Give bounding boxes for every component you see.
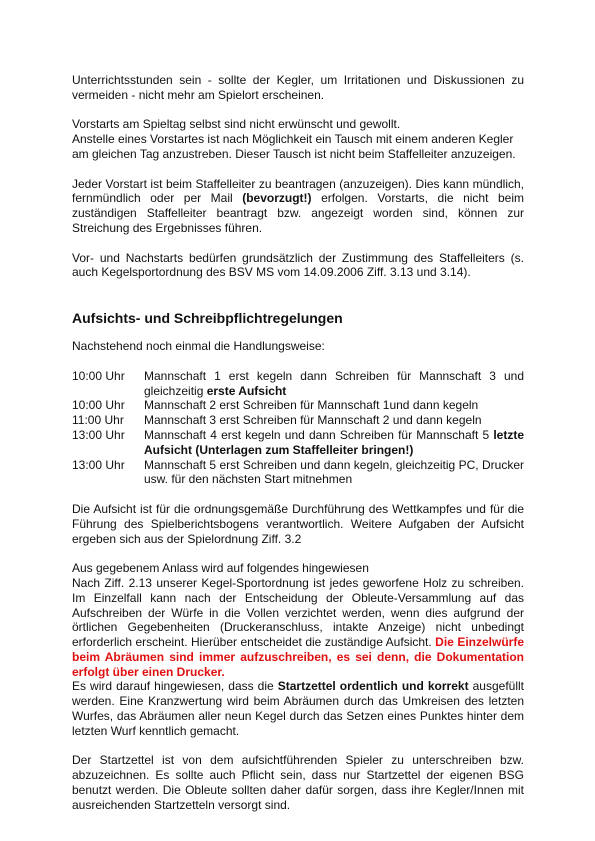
schedule-time: 10:00 Uhr [72, 398, 125, 413]
schedule-time: 13:00 Uhr [72, 457, 125, 472]
schedule-text [144, 428, 524, 458]
schedule-time: 11:00 Uhr [72, 413, 124, 428]
schedule-text [144, 458, 524, 488]
schedule-row [72, 428, 524, 458]
antrag-text-a: Jeder Vorstart ist beim Staffelleiter zu beantragen (anzuzeigen). Dies kann mündlich, fernmündlich oder per Mail [72, 176, 524, 206]
vorstarts-line-3: am gleichen Tag anzustreben. Dieser Tausch ist nicht beim Staffelleiter anzuzeigen. [72, 146, 516, 161]
paragraph-vorstart-antrag [72, 177, 524, 236]
schedule-row [72, 413, 524, 428]
paragraph-vorstarts [72, 117, 524, 161]
schedule-text [144, 413, 524, 428]
antrag-text-c: erfolgen. Vorstarts, die nicht beim zuständigen Staffelleiter beantragt bzw. angezeigt worden sind, können zur Streichung des Ergebnisses führen. [72, 191, 524, 235]
paragraph-zustimmung: Vor- und Nachstarts bedürfen grundsätzlich der Zustimmung des Staffelleiters (s. auch Kegelsportordnung des BSV MS vom 14.09.2006 Ziff. 3.13 und 3.14). [72, 250, 524, 280]
hinweis-body: Nach Ziff. 2.13 unserer Kegel-Sportordnung ist jedes geworfene Holz zu schreiben. Im Einzelfall kann nach der Entscheidung der Obleute-Versammlung auf das Aufschreiben der Würfe in die Vollen verzichtet werden, wenn dies aufgrund der örtlichen Gegebenheiten (Druckeranschluss, intakte Anzeige) nicht unbedingt erforderlich erscheint. Hierüber entscheidet die zuständige Aufsicht. [72, 575, 524, 650]
schedule-text [144, 398, 524, 413]
paragraph-startzettel: Der Startzettel ist von dem aufsichtführenden Spieler zu unterschreiben bzw. abzuzeichnen. Es sollte auch Pflicht sein, dass nur Startzettel der eigenen BSG benutzt werden. Die Obleute sollten daher dafür sorgen, dass ihre Kegler/Innen mit ausreichenden Startzetteln versorgt sind. [72, 753, 524, 812]
hinweis-text [72, 576, 524, 680]
startzettel-text-bold: Startzettel ordentlich und korrekt [277, 679, 469, 694]
schedule-row [72, 398, 524, 413]
paragraph-continuation: Unterrichtsstunden sein - sollte der Kegler, um Irritationen und Diskussionen zu vermeiden - nicht mehr am Spielort erscheinen. [72, 73, 524, 102]
vorstarts-line-1: Vorstarts am Spieltag selbst sind nicht erwünscht und gewollt. [72, 117, 401, 132]
schedule-text-plain: Mannschaft 2 erst Schreiben für Mannschaft 1und dann kegeln [144, 398, 479, 413]
hinweis-red-warning: Die Einzelwürfe beim Abräumen sind immer aufzuschreiben, es sei denn, die Dokumentation erfolgt über einen Drucker. [72, 635, 524, 679]
document-body [72, 73, 524, 813]
schedule-text-plain: Mannschaft 1 erst kegeln dann Schreiben für Mannschaft 3 und gleichzeitig [144, 368, 524, 398]
section-heading: Aufsichts- und Schreibpflichtregelungen [72, 310, 343, 327]
schedule-text-bold: letzte Aufsicht (Unterlagen zum Staffelleiter bringen!) [144, 427, 524, 457]
schedule-time: 10:00 Uhr [72, 368, 125, 383]
schedule-time: 13:00 Uhr [72, 427, 125, 442]
schedule-text [144, 369, 524, 399]
schedule-row [72, 369, 524, 399]
antrag-text-bold: (bevorzugt!) [242, 191, 312, 206]
schedule-row [72, 458, 524, 488]
schedule-text-plain: Mannschaft 5 erst Schreiben und dann kegeln, gleichzeitig PC, Drucker usw. für den nächsten Start mitnehmen [144, 457, 524, 487]
schedule-text-plain: Mannschaft 3 erst Schreiben für Mannschaft 2 und dann kegeln [144, 413, 482, 428]
schedule-intro: Nachstehend noch einmal die Handlungsweise: [72, 339, 325, 354]
paragraph-hinweis [72, 561, 524, 679]
startzettel-text-c: ausgefüllt werden. Eine Kranzwertung wird beim Abräumen durch das Umkreisen des letzten Wurfes, das Abräumen aller neun Kegel durch das Setzen eines Punktes hinter dem letzten Wurf kenntlich gemacht. [72, 679, 524, 738]
startzettel-text-a: Es wird darauf hingewiesen, dass die [72, 679, 278, 694]
schedule-text-bold: erste Aufsicht [206, 383, 287, 398]
schedule-text-plain: Mannschaft 4 erst kegeln und dann Schreiben für Mannschaft 5 [144, 427, 494, 442]
paragraph-aufsicht: Die Aufsicht ist für die ordnungsgemäße Durchführung des Wettkampfes und für die Führung des Spielberichtsbogens verantwortlich. Weitere Aufgaben der Aufsicht ergeben sich aus der Spielordnung Ziff. 3.2 [72, 501, 524, 546]
schedule-list [72, 369, 524, 487]
hinweis-line-1: Aus gegebenem Anlass wird auf folgendes hingewiesen [72, 561, 369, 576]
vorstarts-line-2: Anstelle eines Vorstartes ist nach Möglichkeit ein Tausch mit einem anderen Kegler [72, 132, 514, 147]
paragraph-startzettel-hinweis [72, 679, 524, 738]
